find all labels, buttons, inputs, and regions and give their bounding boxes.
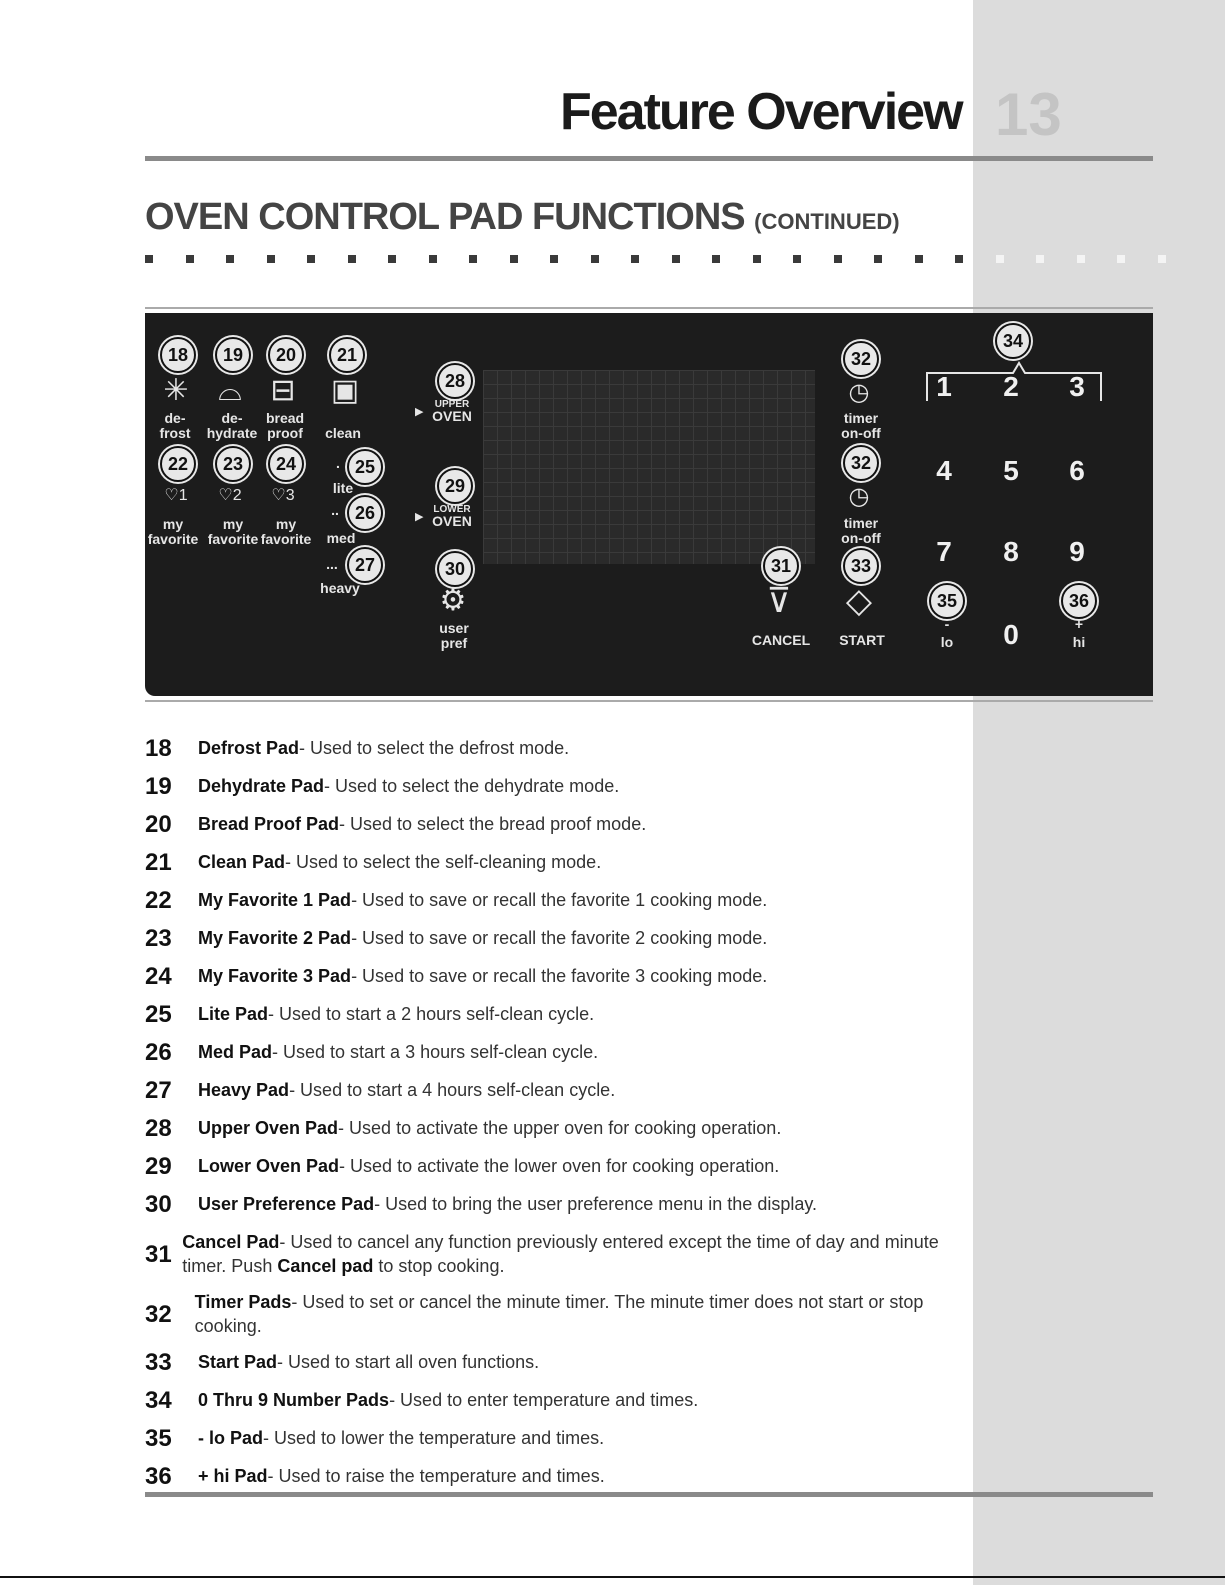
item-pad-name: + hi Pad (198, 1466, 268, 1486)
divider-dot (1077, 255, 1085, 263)
list-item (145, 1078, 945, 1104)
divider-dot (226, 255, 234, 263)
item-pad-name: Defrost Pad (198, 738, 300, 758)
item-description (198, 1192, 817, 1216)
user-pref-label: user pref (439, 620, 469, 651)
callout-22: 22 (160, 446, 196, 482)
lo-sign: - (944, 616, 950, 632)
divider-dot (469, 255, 477, 263)
item-number: 26 (145, 1039, 172, 1066)
item-pad-name: Cancel Pad (182, 1232, 280, 1252)
timer-upper-label: timer on-off (841, 410, 881, 441)
item-text: - Used to save or recall the favorite 1 cooking mode. (351, 890, 768, 910)
item-number: 32 (145, 1301, 172, 1328)
hi-sign: + (1074, 616, 1084, 632)
list-item (145, 964, 945, 990)
list-item (145, 1002, 945, 1028)
item-text: - Used to enter temperature and times. (389, 1390, 699, 1410)
upper-oven-label: OVEN (432, 408, 472, 424)
item-text: - Used to start a 2 hours self-clean cycle. (268, 1004, 595, 1024)
divider-dot (915, 255, 923, 263)
bread-icon: ⊟ (270, 374, 296, 407)
item-number: 23 (145, 925, 172, 952)
clean-icon: ▣ (330, 374, 360, 407)
item-description (198, 1116, 781, 1140)
divider-dot (429, 255, 437, 263)
callout-34: 34 (995, 323, 1031, 359)
item-text: - Used to start all oven functions. (277, 1352, 540, 1372)
dehydrate-label: de- hydrate (206, 410, 258, 441)
item-text: - Used to select the dehydrate mode. (324, 776, 620, 796)
list-item (145, 850, 945, 876)
timer-upper-icon: ◷ (848, 379, 870, 406)
callout-30: 30 (437, 551, 473, 587)
divider-dot (834, 255, 842, 263)
item-description (198, 926, 767, 950)
item-text: - Used to select the bread proof mode. (339, 814, 647, 834)
start-icon: ◇ (845, 582, 873, 620)
item-number: 22 (145, 887, 172, 914)
key-3: 3 (1069, 371, 1085, 402)
dehydrate-icon: ⌓ (218, 374, 242, 407)
lite-dots: . (336, 455, 340, 471)
item-pad-name: Clean Pad (198, 852, 286, 872)
callout-19: 19 (215, 337, 251, 373)
key-8: 8 (1003, 536, 1019, 567)
divider-dot (550, 255, 558, 263)
item-pad-name: Timer Pads (194, 1292, 292, 1312)
divider-dot (753, 255, 761, 263)
divider-dot (1158, 255, 1166, 263)
item-number: 21 (145, 849, 172, 876)
key-4: 4 (936, 455, 952, 486)
callout-21: 21 (329, 337, 365, 373)
item-pad-name: Lite Pad (198, 1004, 269, 1024)
divider-dot (1036, 255, 1044, 263)
item-pad-name: My Favorite 1 Pad (198, 890, 352, 910)
item-pad-name: Lower Oven Pad (198, 1156, 340, 1176)
item-description (198, 774, 619, 798)
cancel-label: CANCEL (751, 632, 811, 648)
list-item (145, 1388, 945, 1414)
lower-oven-arrow-icon: ▶ (415, 511, 424, 523)
list-item (145, 736, 945, 762)
item-text: - Used to bring the user preference menu in the display. (374, 1194, 818, 1214)
list-item (145, 1464, 945, 1490)
item-number: 35 (145, 1425, 172, 1452)
item-number: 18 (145, 735, 172, 762)
item-number: 31 (145, 1241, 172, 1268)
section-subtitle: (CONTINUED) (754, 209, 900, 234)
cancel-icon: ⊽ (766, 582, 792, 620)
item-pad-name: User Preference Pad (198, 1194, 375, 1214)
divider-dot (591, 255, 599, 263)
callout-32-upper: 32 (843, 341, 879, 377)
callout-29: 29 (437, 468, 473, 504)
item-description (198, 1426, 604, 1450)
callout-18: 18 (160, 337, 196, 373)
item-description (198, 1388, 698, 1412)
footer-rule (145, 1492, 1153, 1497)
item-text-end: to stop cooking. (373, 1256, 505, 1276)
page-bottom-edge (0, 1576, 1225, 1578)
page-margin-band (973, 0, 1225, 1585)
item-number: 28 (145, 1115, 172, 1142)
key-1: 1 (936, 371, 952, 402)
item-text: - Used to start a 4 hours self-clean cycle. (289, 1080, 616, 1100)
item-text: - Used to cancel any function previously entered except the time of day and minute timer. Push (182, 1232, 939, 1276)
my-favorite-2-label: my favorite (207, 516, 259, 547)
divider-dot (672, 255, 680, 263)
item-text: - Used to set or cancel the minute timer. The minute timer does not start or stop cooking. (194, 1292, 924, 1336)
key-7: 7 (936, 536, 952, 567)
divider-dot (1117, 255, 1125, 263)
snowflake-icon: ✳ (163, 374, 189, 407)
item-description (182, 1230, 945, 1278)
pad-functions-list (145, 736, 945, 1502)
key-0: 0 (1003, 619, 1019, 650)
item-text: - Used to save or recall the favorite 2 cooking mode. (351, 928, 768, 948)
med-dots: .. (331, 502, 339, 518)
item-description (198, 888, 767, 912)
item-number: 29 (145, 1153, 172, 1180)
lo-label: lo (940, 634, 954, 650)
divider-dot (267, 255, 275, 263)
callout-32-lower: 32 (843, 445, 879, 481)
key-5: 5 (1003, 455, 1019, 486)
hi-label: hi (1072, 634, 1086, 650)
item-text: - Used to raise the temperature and times. (267, 1466, 605, 1486)
item-description (198, 964, 767, 988)
item-text: - Used to select the defrost mode. (299, 738, 570, 758)
callout-24: 24 (268, 446, 304, 482)
lite-label: lite (332, 480, 354, 496)
lower-oven-label: OVEN (432, 513, 472, 529)
divider-dot (348, 255, 356, 263)
heart-2-icon: ♡2 (218, 487, 242, 504)
lower-oven-small-label: LOWER (433, 504, 471, 515)
item-text: - Used to start a 3 hours self-clean cycle. (272, 1042, 599, 1062)
list-item (145, 812, 945, 838)
list-item (145, 1040, 945, 1066)
item-description (198, 1002, 594, 1026)
item-text: - Used to save or recall the favorite 3 cooking mode. (351, 966, 768, 986)
divider-dot (955, 255, 963, 263)
divider-dot (307, 255, 315, 263)
item-pad-name: Start Pad (198, 1352, 278, 1372)
item-description (198, 1464, 605, 1488)
callout-23: 23 (215, 446, 251, 482)
item-pad-name: Med Pad (198, 1042, 273, 1062)
med-label: med (326, 530, 356, 546)
item-pad-name: My Favorite 2 Pad (198, 928, 352, 948)
display-screen (483, 370, 815, 564)
my-favorite-1-label: my favorite (147, 516, 199, 547)
item-description (198, 736, 569, 760)
heavy-label: heavy (320, 580, 360, 596)
item-pad-name: Heavy Pad (198, 1080, 290, 1100)
panel-bottom-rule (145, 700, 1153, 702)
clean-label: clean (325, 425, 361, 441)
item-text: - Used to lower the temperature and times. (263, 1428, 605, 1448)
item-description (198, 850, 601, 874)
divider-dot (186, 255, 194, 263)
item-text: - Used to activate the lower oven for cooking operation. (339, 1156, 780, 1176)
item-description (198, 812, 646, 836)
item-number: 19 (145, 773, 172, 800)
item-number: 20 (145, 811, 172, 838)
item-text: - Used to select the self-cleaning mode. (285, 852, 602, 872)
callout-31: 31 (763, 548, 799, 584)
item-description (198, 1040, 598, 1064)
control-panel-illustration (145, 313, 1153, 696)
item-bold-text: Cancel pad (277, 1256, 374, 1276)
timer-lower-icon: ◷ (848, 483, 870, 510)
key-6: 6 (1069, 455, 1085, 486)
defrost-label: de- frost (159, 410, 191, 441)
section-title (145, 196, 900, 239)
list-item (145, 774, 945, 800)
item-pad-name: My Favorite 3 Pad (198, 966, 352, 986)
callout-20: 20 (268, 337, 304, 373)
section-title-text: OVEN CONTROL PAD FUNCTIONS (145, 196, 745, 238)
callout-28: 28 (437, 363, 473, 399)
item-description (198, 1078, 615, 1102)
list-item (145, 888, 945, 914)
divider-dot (996, 255, 1004, 263)
item-pad-name: Bread Proof Pad (198, 814, 340, 834)
heart-1-icon: ♡1 (164, 487, 188, 504)
divider-dot (874, 255, 882, 263)
item-number: 24 (145, 963, 172, 990)
item-pad-name: Dehydrate Pad (198, 776, 325, 796)
timer-lower-label: timer on-off (841, 515, 881, 546)
heart-3-icon: ♡3 (271, 487, 295, 504)
list-item (145, 1426, 945, 1452)
callout-25: 25 (347, 449, 383, 485)
item-number: 34 (145, 1387, 172, 1414)
divider-dot (510, 255, 518, 263)
header-rule (145, 156, 1153, 161)
item-pad-name: 0 Thru 9 Number Pads (198, 1390, 390, 1410)
upper-oven-small-label: UPPER (434, 399, 470, 410)
bread-proof-label: bread proof (265, 410, 305, 441)
panel-top-rule (145, 307, 1153, 309)
divider-dot (712, 255, 720, 263)
item-description (198, 1350, 539, 1374)
callout-27: 27 (347, 547, 383, 583)
key-9: 9 (1069, 536, 1085, 567)
item-number: 25 (145, 1001, 172, 1028)
list-item (145, 1230, 945, 1278)
callout-36: 36 (1061, 583, 1097, 619)
item-description (198, 1154, 779, 1178)
item-number: 30 (145, 1191, 172, 1218)
divider-dot (145, 255, 153, 263)
divider-dot (793, 255, 801, 263)
item-pad-name: Upper Oven Pad (198, 1118, 339, 1138)
key-2: 2 (1003, 371, 1019, 402)
item-number: 33 (145, 1349, 172, 1376)
list-item (145, 1154, 945, 1180)
list-item (145, 1116, 945, 1142)
item-pad-name: - lo Pad (198, 1428, 264, 1448)
upper-oven-arrow-icon: ▶ (415, 406, 424, 418)
page-number: 13 (995, 81, 1062, 148)
my-favorite-3-label: my favorite (260, 516, 312, 547)
start-label: START (839, 632, 885, 648)
item-number: 36 (145, 1463, 172, 1490)
divider-dot (631, 255, 639, 263)
list-item (145, 1290, 945, 1338)
heavy-dots: ... (326, 556, 338, 572)
wrench-icon: ⚙ (439, 584, 467, 617)
item-number: 27 (145, 1077, 172, 1104)
list-item (145, 1192, 945, 1218)
dotted-divider (145, 255, 1155, 267)
list-item (145, 1350, 945, 1376)
callout-26: 26 (347, 495, 383, 531)
page-title: Feature Overview (560, 83, 962, 141)
callout-35: 35 (929, 583, 965, 619)
item-text: - Used to activate the upper oven for cooking operation. (338, 1118, 782, 1138)
divider-dot (388, 255, 396, 263)
item-description (195, 1290, 945, 1338)
list-item (145, 926, 945, 952)
callout-33: 33 (843, 548, 879, 584)
